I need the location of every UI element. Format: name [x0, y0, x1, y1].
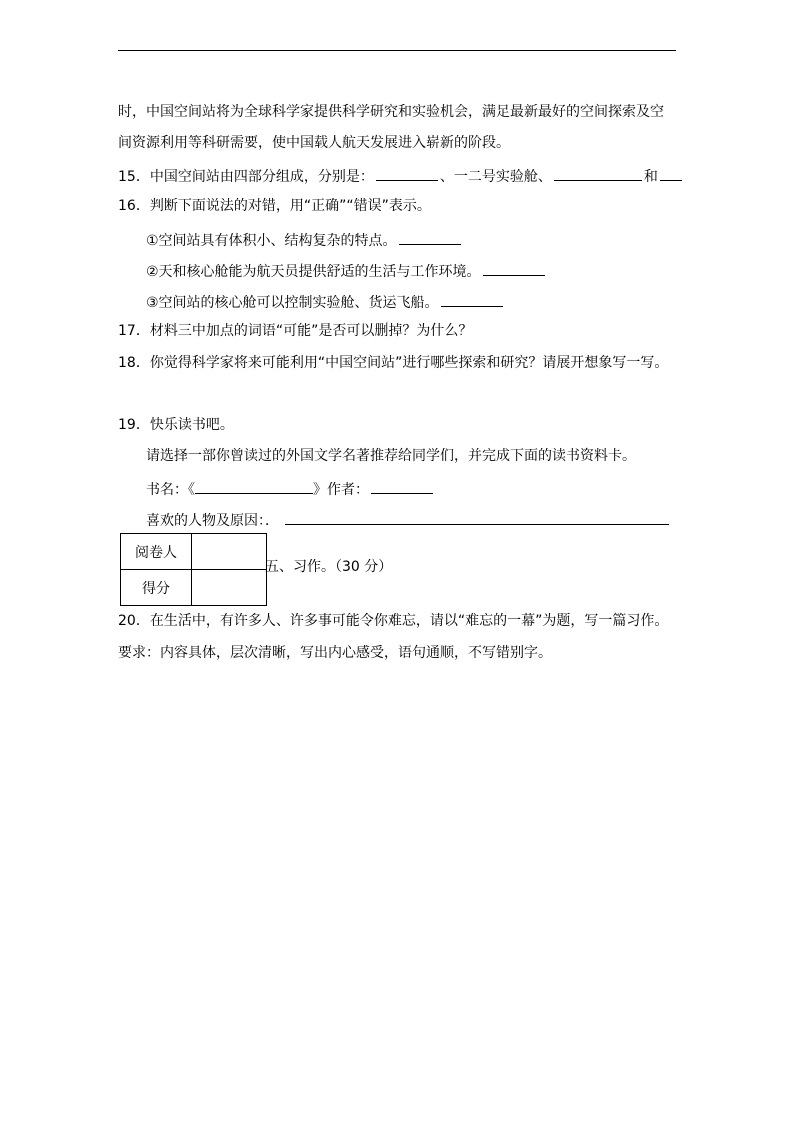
question-16-item-2-text: ②天和核心舱能为航天员提供舒适的生活与工作环境。: [146, 264, 481, 280]
passage-line-2: 间资源利用等科研需要，使中国载人航天发展进入崭新的阶段。: [118, 135, 510, 151]
answer-blank-15-2[interactable]: [554, 166, 642, 181]
question-19-book-line: [146, 479, 435, 498]
question-20-requirement: 要求：内容具体，层次清晰，写出内心感受，语句通顺，不写错别字。: [118, 645, 552, 661]
author-blank[interactable]: [371, 479, 433, 494]
passage-line-1: 时，中国空间站将为全球科学家提供科学研究和实验机会，满足最新最好的空间探索及空: [118, 104, 664, 120]
question-15: [118, 166, 684, 185]
question-15-text-c: 和: [643, 169, 658, 185]
question-16-item-1-text: ①空间站具有体积小、结构复杂的特点。: [146, 233, 397, 249]
question-16-item-3-text: ③空间站的核心舱可以控制实验舱、货运飞船。: [146, 295, 439, 311]
score-label: 得分: [121, 570, 192, 606]
question-15-text-a: 15．中国空间站由四部分组成，分别是：: [118, 169, 374, 185]
reviewer-label: 阅卷人: [121, 534, 192, 570]
question-16-stem: 16．判断下面说法的对错，用“正确”“错误”表示。: [118, 198, 431, 214]
question-15-text-b: 、一二号实验舱、: [439, 169, 552, 185]
question-19-favorite-line: [146, 510, 671, 529]
question-18: 18．你觉得科学家将来可能利用“中国空间站”进行哪些探索和研究？请展开想象写一写。: [118, 355, 669, 371]
answer-blank-15-1[interactable]: [376, 166, 438, 181]
favorite-label: 喜欢的人物及原因：．: [146, 513, 279, 529]
favorite-blank[interactable]: [285, 510, 669, 525]
question-20: 20．在生活中，有许多人、许多事可能令你难忘，请以“难忘的一幕”为题，写一篇习作。: [118, 613, 669, 629]
answer-blank-15-3[interactable]: [660, 166, 682, 181]
score-cell[interactable]: [192, 570, 267, 606]
question-16-item-1: [146, 230, 463, 249]
section-5-title: 五、习作。（30 分）: [265, 559, 393, 575]
book-title-suffix: 》作者：: [313, 482, 369, 498]
answer-blank-16-3[interactable]: [441, 292, 503, 307]
question-16-item-3: [146, 292, 505, 311]
answer-blank-16-2[interactable]: [483, 261, 545, 276]
answer-blank-16-1[interactable]: [399, 230, 461, 245]
score-table: [120, 533, 267, 606]
header-rule: [118, 50, 676, 51]
question-16-item-2: [146, 261, 547, 280]
reviewer-cell[interactable]: [192, 534, 267, 570]
book-title-prefix: 书名：《: [146, 482, 195, 498]
book-title-blank[interactable]: [195, 479, 313, 494]
question-17: 17．材料三中加点的词语“可能”是否可以删掉？为什么？: [118, 323, 473, 339]
question-19-instruction: 请选择一部你曾读过的外国文学名著推荐给同学们，并完成下面的读书资料卡。: [146, 448, 636, 464]
question-19-title: 19．快乐读书吧。: [118, 417, 234, 433]
